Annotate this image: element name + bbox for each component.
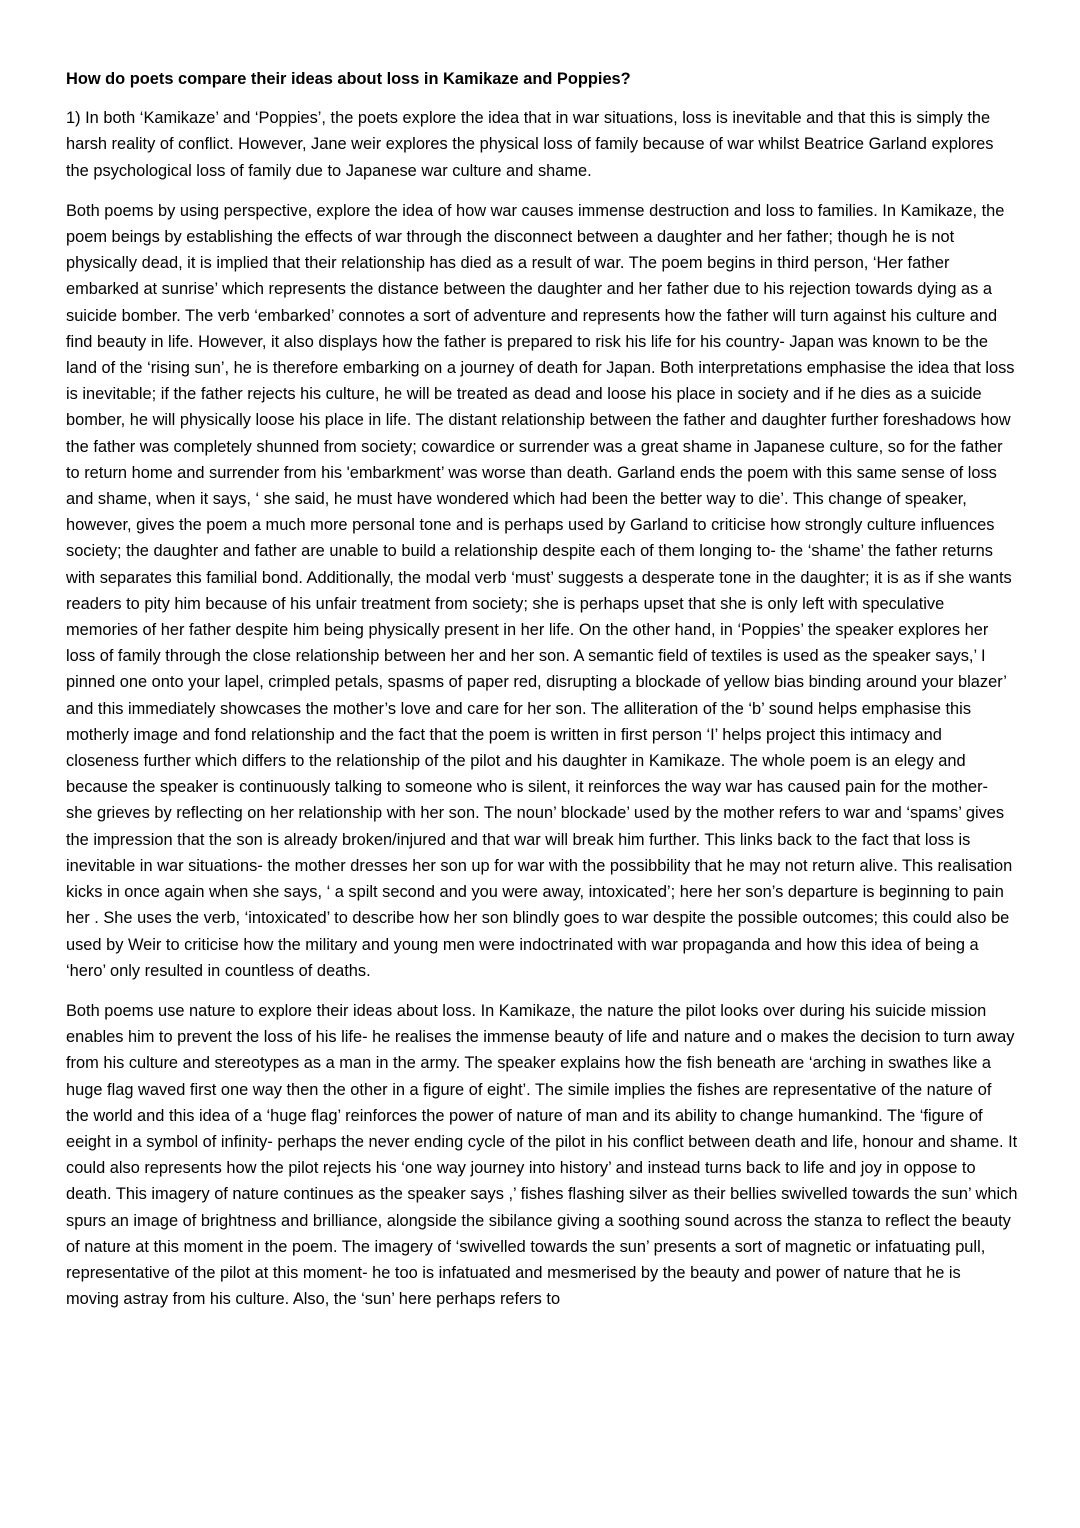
paragraph-intro: 1) In both ‘Kamikaze’ and ‘Poppies’, the poets explore the idea that in war situations, loss is inevitable and that this is simply the harsh reality of conflict. However, Jane weir explores the physical loss of family because of war whilst Beatrice Garland explores the psychological loss of family due to Japanese war culture and shame. [66,109,994,180]
document-title: How do poets compare their ideas about loss in Kamikaze and Poppies? [66,70,631,88]
paragraph-perspective: Both poems by using perspective, explore the idea of how war causes immense destruction and loss to families. In Kamikaze, the poem beings by establishing the effects of war through the disconnect between a daughter and her father; though he is not physically dead, it is implied that their relationship has died as a result of war. The poem begins in third person, ‘Her father embarked at sunrise’ which represents the distance between the daughter and her father due to his rejection towards dying as a suicide bomber. The verb ‘embarked’ connotes a sort of adventure and represents how the father will turn against his culture and find beauty in life. However, it also displays how the father is prepared to risk his life for his country- Japan was known to be the land of the ‘rising sun’, he is therefore embarking on a journey of death for Japan. Both interpretations emphasise the idea that loss is inevitable; if the father rejects his culture, he will be treated as dead and loose his place in society and if he dies as a suicide bomber, he will physically loose his place in life. The distant relationship between the father and daughter further foreshadows how the father was completely shunned from society; cowardice or surrender was a great shame in Japanese culture, so for the father to return home and surrender from his 'embarkment’ was worse than death. Garland ends the poem with this same sense of loss and shame, when it says, ‘ she said, he must have wondered which had been the better way to die’. This change of speaker, however, gives the poem a much more personal tone and is perhaps used by Garland to criticise how strongly culture influences society; the daughter and father are unable to build a relationship despite each of them longing to- the ‘shame’ the father returns with separates this familial bond. Additionally, the modal verb ‘must’ suggests a desperate tone in the daughter; it is as if she wants readers to pity him because of his unfair treatment from society; she is perhaps upset that she is only left with speculative memories of her father despite him being physically present in her life. On the other hand, in ‘Poppies’ the speaker explores her loss of family through the close relationship between her and her son. A semantic field of textiles is used as the speaker says,’ I pinned one onto your lapel, crimpled petals, spasms of paper red, disrupting a blockade of yellow bias binding around your blazer’ and this immediately showcases the mother’s love and care for her son. The alliteration of the ‘b’ sound helps emphasise this motherly image and fond relationship and the fact that the poem is written in first person ‘I’ helps project this intimacy and closeness further which differs to the relationship of the pilot and his daughter in Kamikaze. The whole poem is an elegy and because the speaker is continuously talking to someone who is silent, it reinforces the way war has caused pain for the mother- she grieves by reflecting on her relationship with her son. The noun’ blockade’ used by the mother refers to war and ‘spams’ gives the impression that the son is already broken/injured and that war will break him further. This links back to the fact that loss is inevitable in war situations- the mother dresses her son up for war with the possibbility that he may not return alive. This realisation kicks in once again when she says, ‘ a spilt second and you were away, intoxicated’; here her son’s departure is beginning to pain her . She uses the verb, ‘intoxicated’ to describe how her son blindly goes to war despite the possible outcomes; this could also be used by Weir to criticise how the military and young men were indoctrinated with war propaganda and how this idea of being a ‘hero’ only resulted in countless of deaths. [66,201,1015,980]
paragraph-nature: Both poems use nature to explore their ideas about loss. In Kamikaze, the nature the pilot looks over during his suicide mission enables him to prevent the loss of his life- he realises the immense beauty of life and nature and o makes the decision to turn away from his culture and stereotypes as a man in the army. The speaker explains how the fish beneath are ‘arching in swathes like a huge flag waved first one way then the other in a figure of eight’. The simile implies the fishes are representative of the nature of the world and this idea of a ‘huge flag’ reinforces the power of nature of man and its ability to change humankind. The ‘figure of eeight in a symbol of infinity- perhaps the never ending cycle of the pilot in his conflict between death and life, honour and shame. It could also represents how the pilot rejects his ‘one way journey into history’ and instead turns back to life and joy in oppose to death. This imagery of nature continues as the speaker says ,’ fishes flashing silver as their bellies swivelled towards the sun’ which spurs an image of brightness and brilliance, alongside the sibilance giving a soothing sound across the stanza to reflect the beauty of nature at this moment in the poem. The imagery of ‘swivelled towards the sun’ presents a sort of magnetic or infatuating pull, representative of the pilot at this moment- he too is infatuated and mesmerised by the beauty and power of nature that he is moving astray from his culture. Also, the ‘sun’ here perhaps refers to [66,1001,1018,1309]
